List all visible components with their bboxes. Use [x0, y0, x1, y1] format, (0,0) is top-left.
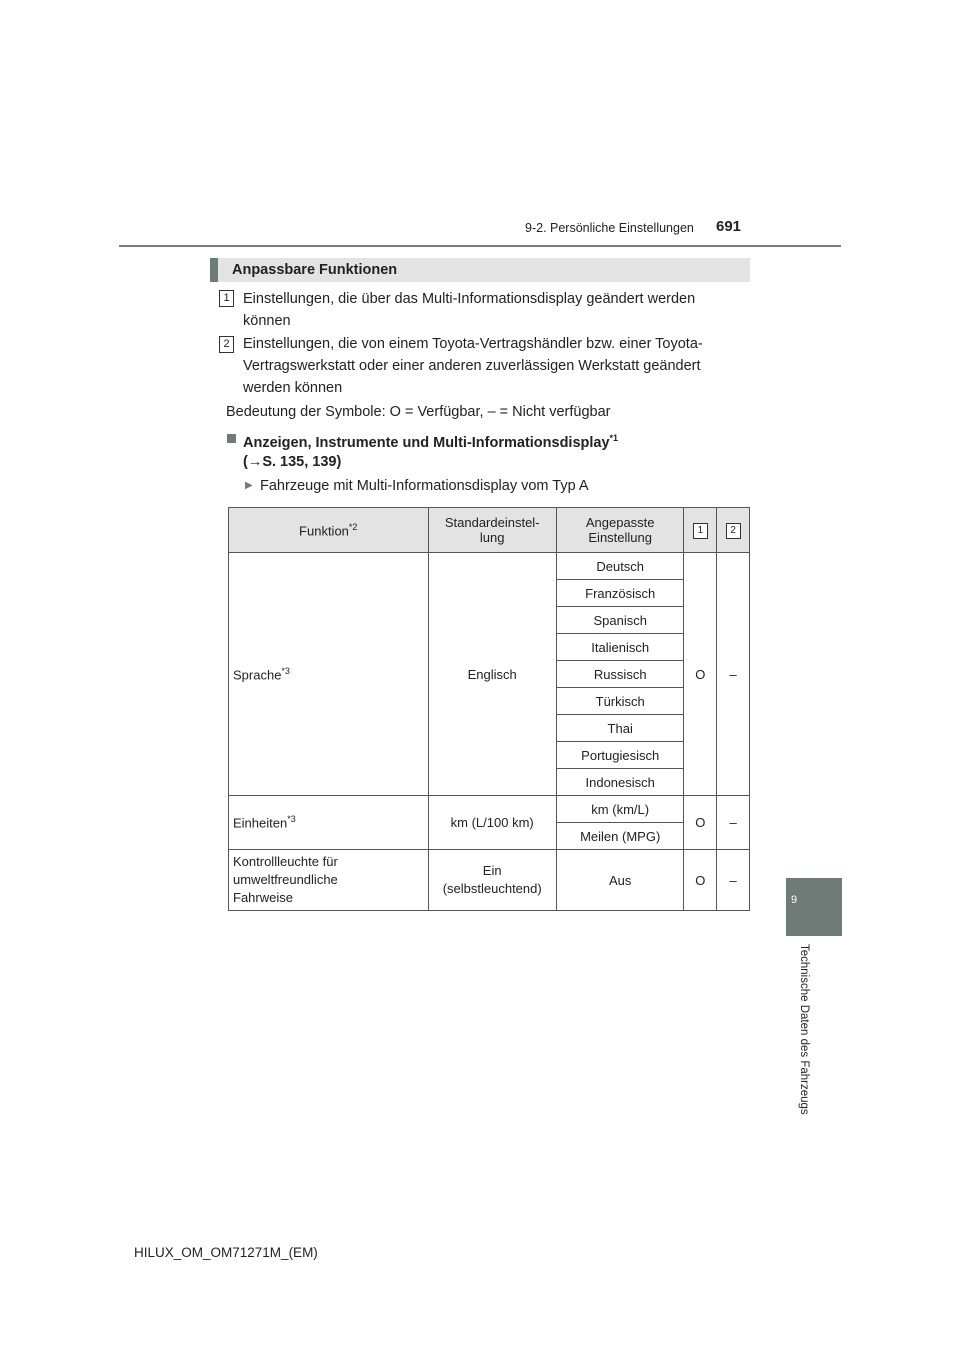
row-language-col-1: O [684, 553, 717, 796]
legend-1-line-1: Einstellungen, die über das Multi-Informationsdisplay geändert werden [243, 291, 696, 307]
header-default [428, 508, 556, 553]
row-eco-line-2: umweltfreundliche [233, 872, 338, 887]
row-language-label: Sprache [233, 667, 282, 683]
option-cell: Meilen (MPG) [556, 823, 684, 850]
legend-text-2 [243, 333, 745, 399]
option-cell: Französisch [556, 580, 684, 607]
subheading-title: Anzeigen, Instrumente und Multi-Informationsdisplay [243, 434, 610, 451]
legend-2-line-2: Vertragswerkstatt oder einer anderen zuverlässigen Werkstatt geändert [243, 358, 701, 374]
section-title: Anpassbare Funktionen [232, 262, 398, 278]
row-units-function [229, 796, 429, 850]
option-cell: Indonesisch [556, 769, 684, 796]
page-number: 691 [716, 218, 742, 235]
settings-table [228, 507, 750, 911]
legend-1-line-2: können [243, 313, 291, 329]
row-language-footnote: *3 [281, 665, 290, 676]
header-col-1 [684, 508, 717, 553]
running-header-section: 9-2. Persönliche Einstellungen [525, 221, 694, 235]
header-custom-line-1: Angepasste [585, 515, 655, 530]
subheading-ref: (→S. 135, 139) [243, 454, 342, 470]
row-language-default: Englisch [428, 553, 556, 796]
header-custom-line-2: Einstellung [588, 530, 652, 545]
chapter-tab [786, 878, 842, 936]
option-cell: km (km/L) [556, 796, 684, 823]
row-units-col-2: – [717, 796, 750, 850]
subheading [243, 427, 618, 454]
row-language-function [229, 553, 429, 796]
header-col-1-marker: 1 [693, 523, 708, 539]
chapter-number: 9 [790, 894, 798, 906]
row-eco-default-line-1: Ein [482, 863, 502, 878]
option-cell: Portugiesisch [556, 742, 684, 769]
legend-2-line-1: Einstellungen, die von einem Toyota-Vertragshändler bzw. einer Toyota- [243, 336, 703, 352]
row-eco-line-3: Fahrweise [233, 890, 293, 905]
legend-text-1 [243, 288, 745, 332]
chapter-label: Technische Daten des Fahrzeugs [798, 944, 810, 1115]
row-units-col-1: O [684, 796, 717, 850]
header-function-footnote: *2 [348, 521, 358, 532]
header-default-line-1: Standardeinstel- [444, 515, 540, 530]
header-function [229, 508, 429, 553]
option-cell: Spanisch [556, 607, 684, 634]
row-eco-default-line-2: (selbstleuchtend) [442, 881, 542, 896]
header-default-line-2: lung [479, 530, 505, 545]
option-cell: Russisch [556, 661, 684, 688]
option-cell: Italienisch [556, 634, 684, 661]
table-row [229, 850, 750, 911]
row-eco-function [229, 850, 429, 911]
option-cell: Deutsch [556, 553, 684, 580]
triangle-bullet-icon: ▶ [245, 480, 253, 491]
option-cell: Aus [556, 850, 684, 911]
section-title-bar [210, 258, 750, 282]
option-cell: Türkisch [556, 688, 684, 715]
symbols-note: Bedeutung der Symbole: O = Verfügbar, – = Nicht verfügbar [226, 404, 611, 420]
row-eco-line-1: Kontrollleuchte für [233, 854, 338, 869]
header-rule [119, 245, 841, 247]
row-units-default: km (L/100 km) [428, 796, 556, 850]
row-units-footnote: *3 [287, 814, 296, 825]
vehicle-note: Fahrzeuge mit Multi-Informationsdisplay vom Typ A [260, 478, 589, 494]
table-row [229, 553, 750, 580]
subheading-footnote: *1 [609, 433, 619, 443]
header-col-2 [717, 508, 750, 553]
row-units-label: Einheiten [233, 815, 288, 831]
row-language-col-2: – [717, 553, 750, 796]
option-cell: Thai [556, 715, 684, 742]
header-col-2-marker: 2 [726, 523, 741, 539]
document-code: HILUX_OM_OM71271M_(EM) [134, 1245, 318, 1260]
row-eco-default [428, 850, 556, 911]
legend-marker-1: 1 [219, 290, 234, 307]
square-bullet-icon [227, 434, 236, 443]
table-header-row [229, 508, 750, 553]
table-row [229, 796, 750, 823]
legend-2-line-3: werden können [243, 380, 343, 396]
legend-marker-2: 2 [219, 336, 234, 353]
header-custom [556, 508, 684, 553]
row-eco-col-1: O [684, 850, 717, 911]
row-eco-col-2: – [717, 850, 750, 911]
header-function-label: Funktion [299, 523, 349, 539]
